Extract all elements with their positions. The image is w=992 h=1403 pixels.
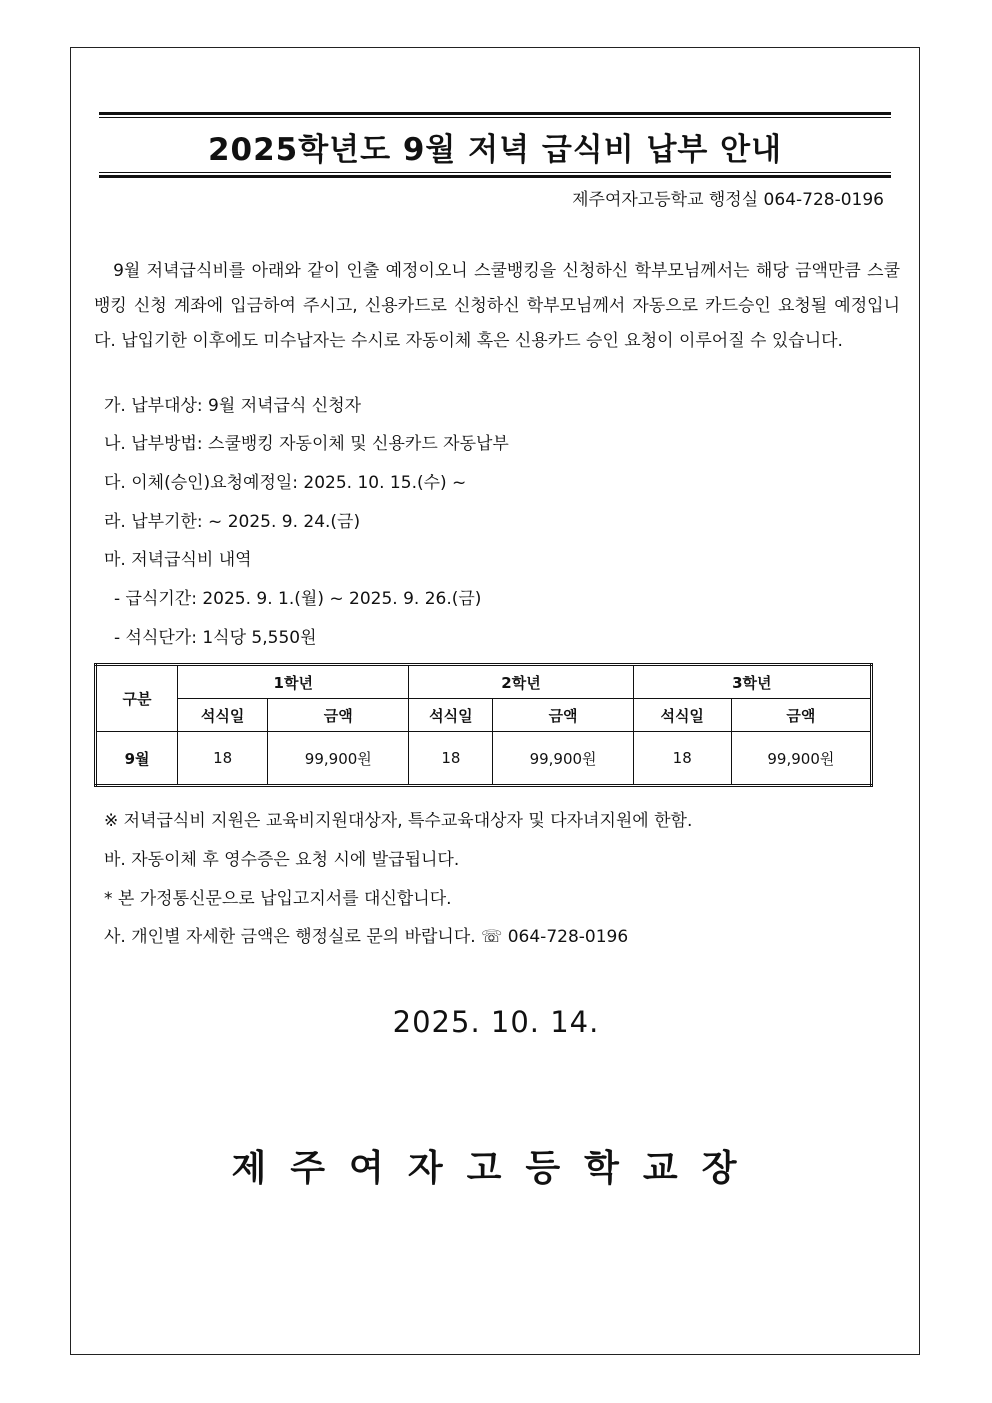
item-deadline: 라. 납부기한: ~ 2025. 9. 24.(금) <box>104 512 361 532</box>
grade-1-amount: 99,900원 <box>268 732 409 786</box>
note-support: ※ 저녁급식비 지원은 교육비지원대상자, 특수교육대상자 및 다자녀지원에 한함. <box>104 811 693 831</box>
grade-2-amount: 99,900원 <box>493 732 633 786</box>
page-title: 2025학년도 9월 저녁 급식비 납부 안내 <box>207 132 783 168</box>
table-row <box>96 732 872 786</box>
item-method: 나. 납부방법: 스쿨뱅킹 자동이체 및 신용카드 자동납부 <box>104 434 509 454</box>
note-notice: * 본 가정통신문으로 납입고지서를 대신합니다. <box>104 889 452 909</box>
grade-3-header: 3학년 <box>633 665 871 699</box>
note-receipt: 바. 자동이체 후 영수증은 요청 시에 발급됩니다. <box>104 850 460 870</box>
grade-2-days: 18 <box>409 732 493 786</box>
note-inquiry: 사. 개인별 자세한 금액은 행정실로 문의 바랍니다. ☏ 064-728-0196 <box>104 927 629 947</box>
fee-table <box>94 663 873 787</box>
principal-signature: 제주여자고등학교장 <box>231 1148 761 1189</box>
table-header-row <box>96 665 872 699</box>
item-request-date: 다. 이체(승인)요청예정일: 2025. 10. 15.(수) ~ <box>104 473 467 493</box>
title-top-rule-thick <box>99 112 891 115</box>
office-contact: 제주여자고등학교 행정실 064-728-0196 <box>572 190 884 210</box>
amount-header: 금액 <box>731 699 871 732</box>
grade-1-header: 1학년 <box>178 665 409 699</box>
grade-1-days: 18 <box>178 732 268 786</box>
days-header: 석식일 <box>178 699 268 732</box>
days-header: 석식일 <box>409 699 493 732</box>
days-header: 석식일 <box>633 699 731 732</box>
table-subheader-row <box>96 699 872 732</box>
intro-paragraph <box>94 254 900 359</box>
title-top-rule-thin <box>99 117 891 118</box>
row-label: 9월 <box>96 732 178 786</box>
grade-2-header: 2학년 <box>409 665 633 699</box>
amount-header: 금액 <box>268 699 409 732</box>
item-period: - 급식기간: 2025. 9. 1.(월) ~ 2025. 9. 26.(금) <box>114 589 482 609</box>
title-bottom-rule-thin <box>99 172 891 173</box>
amount-header: 금액 <box>493 699 633 732</box>
intro-text: 9월 저녁급식비를 아래와 같이 인출 예정이오니 스쿨뱅킹을 신청하신 학부모님께서는 해당 금액만큼 스쿨뱅킹 신청 계좌에 입금하여 주시고, 신용카드로 신청하신 학부모님께서 자동으로 카드승인 요청될 예정입니다. 납입기한 이후에도 미수납자는 수시로 자동이체 혹은 신용카드 승인 요청이 이루어질 수 있습니다. <box>94 261 900 351</box>
grade-3-days: 18 <box>633 732 731 786</box>
title-bottom-rule-thick <box>99 175 891 178</box>
item-unit-price: - 석식단가: 1식당 5,550원 <box>114 628 317 648</box>
issue-date: 2025. 10. 14. <box>392 1005 600 1039</box>
item-details: 마. 저녁급식비 내역 <box>104 550 252 570</box>
grade-3-amount: 99,900원 <box>731 732 871 786</box>
item-target: 가. 납부대상: 9월 저녁급식 신청자 <box>104 396 362 416</box>
table-corner-header: 구분 <box>96 665 178 732</box>
